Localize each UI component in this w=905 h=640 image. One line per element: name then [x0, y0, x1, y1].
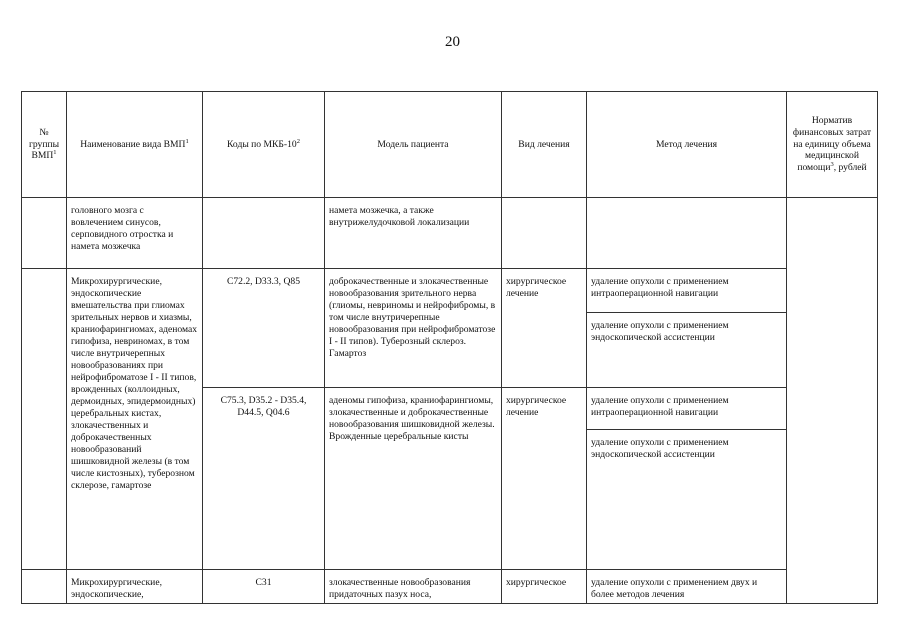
- cell-vmp-name: головного мозга с вовлечением синусов, серповидного отростка и намета мозжечка: [67, 198, 203, 269]
- header-treatment-method: Метод лечения: [587, 92, 787, 198]
- header-patient-model: Модель пациента: [325, 92, 502, 198]
- header-treatment-type: Вид лечения: [502, 92, 587, 198]
- cell-patient-model: доброкачественные и злокачественные новообразования зрительного нерва (глиомы, невриномы и нейрофибромы, в том числе внутричерепные новообразования при нейрофиброматозе I - II типов). Туберозный склероз. Гамартоз: [325, 269, 502, 388]
- header-icd-codes: Коды по МКБ-$10^2$: [203, 92, 325, 198]
- table-row: [22, 198, 878, 269]
- cell-treatment-method: удаление опухоли с применением двух и более методов лечения: [587, 570, 787, 604]
- cell-treatment-method: удаление опухоли с применением эндоскопической ассистенции: [587, 313, 787, 388]
- cell-treatment-type: [502, 198, 587, 269]
- cell-icd-codes: [203, 198, 325, 269]
- cell-icd-codes: C72.2, D33.3, Q85: [203, 269, 325, 388]
- cell-treatment-method: [587, 198, 787, 269]
- table-row: [22, 570, 878, 604]
- cell-vmp-name: Микрохирургические, эндоскопические вмешательства при глиомах зрительных нервов и хиазмы, краниофарингиомах, аденомах гипофиза, невриномах, в том числе внутричерепных новообразованиях при нейрофиброматозе I - II типов, врожденных (коллоидных, дермоидных, эпидермоидных) церебральных кистах, злокачественных и доброкачественных новообразований шишковидной железы (в том числе кистозных), туберозном склерозе, гамартозе: [67, 269, 203, 570]
- header-vmp-name: Наименование вида ВМП$^1$: [67, 92, 203, 198]
- cell-treatment-method: удаление опухоли с применением интраоперационной навигации: [587, 269, 787, 313]
- cell-icd-codes: C31: [203, 570, 325, 604]
- cell-group-no: [22, 269, 67, 570]
- table-row: [22, 269, 878, 313]
- cell-treatment-method: удаление опухоли с применением эндоскопической ассистенции: [587, 430, 787, 570]
- cell-patient-model: намета мозжечка, а также внутрижелудочковой локализации: [325, 198, 502, 269]
- cell-group-no: [22, 198, 67, 269]
- cell-icd-codes: C75.3, D35.2 - D35.4, D44.5, Q04.6: [203, 388, 325, 570]
- cell-patient-model: аденомы гипофиза, краниофарингиомы, злокачественные и доброкачественные новообразования шишковидной железы. Врожденные церебральные кисты: [325, 388, 502, 570]
- cell-treatment-type: хирургическое лечение: [502, 269, 587, 388]
- cell-vmp-name: Микрохирургические, эндоскопические,: [67, 570, 203, 604]
- cell-treatment-type: хирургическое: [502, 570, 587, 604]
- cell-group-no: [22, 570, 67, 604]
- page-number: 20: [445, 34, 460, 50]
- table-header-row: [22, 92, 878, 198]
- header-group-no: № группы ВМП$^1$: [22, 92, 67, 198]
- cell-patient-model: злокачественные новообразования придаточных пазух носа,: [325, 570, 502, 604]
- cell-treatment-method: удаление опухоли с применением интраоперационной навигации: [587, 388, 787, 430]
- header-cost-norm: Норматив финансовых затрат на единицу объема медицинской помощи$^3$, рублей: [787, 92, 878, 198]
- cell-treatment-type: хирургическое лечение: [502, 388, 587, 570]
- cell-cost-norm: [787, 198, 878, 604]
- vmp-table: [21, 91, 878, 604]
